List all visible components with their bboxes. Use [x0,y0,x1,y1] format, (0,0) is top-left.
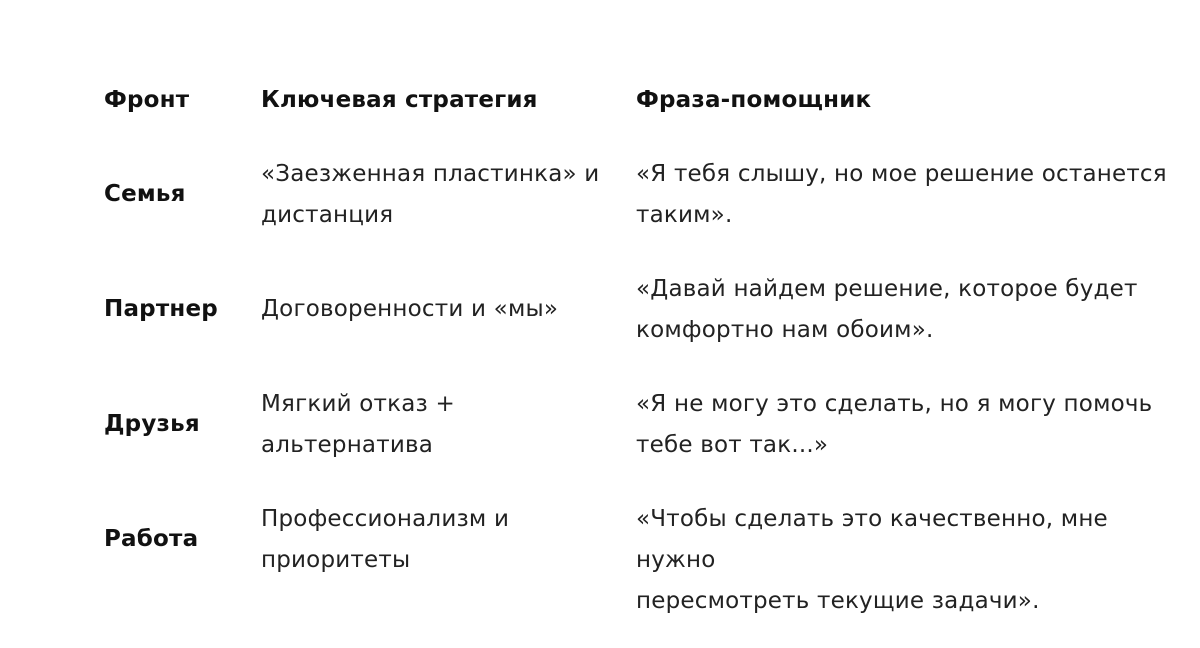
row-phrase-line: тебе вот так...» [636,432,829,458]
header-phrase: Фраза-помощник [636,87,872,113]
row-phrase-line: «Я не могу это сделать, но я могу помочь [636,391,1153,417]
table-row [104,154,1184,236]
header-strategy: Ключевая стратегия [261,87,538,113]
header-front: Фронт [104,87,190,113]
row-strategy [261,289,621,330]
row-phrase-line: пересмотреть текущие задачи». [636,588,1040,614]
row-front-label: Работа [104,526,199,552]
row-phrase [636,499,1176,622]
row-strategy-line: «Заезженная пластинка» и [261,161,600,187]
row-strategy-line: альтернатива [261,432,434,458]
row-strategy-line: дистанция [261,202,394,228]
table-header-row [104,80,1184,121]
table-row [104,384,1184,466]
table-row [104,499,1184,614]
row-strategy [261,384,621,466]
row-front-label: Семья [104,181,186,207]
row-front-label: Друзья [104,411,200,437]
row-phrase [636,384,1176,466]
row-strategy-line: Мягкий отказ + [261,391,455,417]
row-strategy [261,499,621,581]
row-strategy-line: Профессионализм и [261,506,510,532]
row-phrase-line: «Чтобы сделать это качественно, мне нужно [636,506,1108,573]
row-phrase-line: «Я тебя слышу, но мое решение останется [636,161,1167,187]
row-front-label: Партнер [104,296,218,322]
row-strategy [261,154,621,236]
row-strategy-line: приоритеты [261,547,411,573]
row-phrase-line: комфортно нам обоим». [636,317,934,343]
row-phrase [636,154,1176,236]
table-row [104,269,1184,351]
row-phrase-line: таким». [636,202,733,228]
row-strategy-line: Договоренности и «мы» [261,296,559,322]
row-phrase [636,269,1176,351]
row-phrase-line: «Давай найдем решение, которое будет [636,276,1138,302]
